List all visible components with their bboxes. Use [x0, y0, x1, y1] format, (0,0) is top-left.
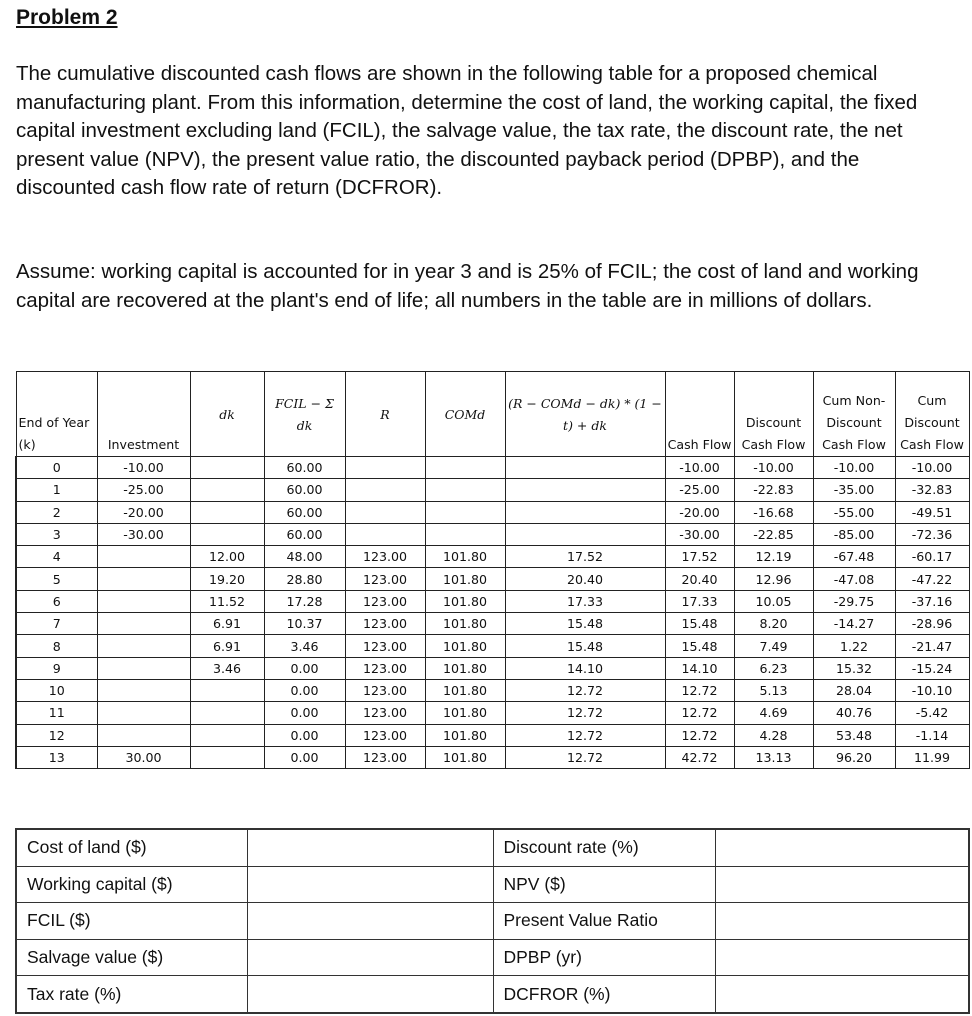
cell-com: 101.80 [425, 724, 505, 746]
cell-dk [190, 501, 264, 523]
cell-fci-minus-sum-dk: 60.00 [264, 523, 345, 545]
answer-input-cell[interactable] [715, 976, 969, 1013]
cell-com: 101.80 [425, 702, 505, 724]
answer-label: Working capital ($) [16, 866, 247, 903]
cell-investment: -25.00 [97, 479, 190, 501]
answer-row [16, 976, 969, 1013]
table-row [16, 501, 969, 523]
answer-input-cell[interactable] [247, 866, 493, 903]
cell-cum-non-discount: -10.00 [813, 457, 895, 479]
cell-cum-discount: -28.96 [895, 613, 969, 635]
cell-investment: -10.00 [97, 457, 190, 479]
cell-discount-cash-flow: -22.83 [734, 479, 813, 501]
cell-cum-discount: -49.51 [895, 501, 969, 523]
cash-flow-table [15, 371, 970, 769]
cell-discount-cash-flow: -22.85 [734, 523, 813, 545]
cell-aftertax [505, 501, 665, 523]
cell-cum-non-discount: -47.08 [813, 568, 895, 590]
cell-revenue [345, 501, 425, 523]
cell-cash-flow: 17.52 [665, 546, 734, 568]
problem-title: Problem 2 [16, 6, 118, 29]
cell-cash-flow: 14.10 [665, 657, 734, 679]
cell-fci-minus-sum-dk: 0.00 [264, 702, 345, 724]
cell-fci-minus-sum-dk: 10.37 [264, 613, 345, 635]
cell-investment [97, 590, 190, 612]
cell-investment: 30.00 [97, 746, 190, 768]
answer-label: Cost of land ($) [16, 829, 247, 866]
cell-dk [190, 746, 264, 768]
cell-cash-flow: 12.72 [665, 702, 734, 724]
cell-dk: 6.91 [190, 613, 264, 635]
cell-cash-flow: -10.00 [665, 457, 734, 479]
header-cum-non-discount: Cum Non-Discount Cash Flow [813, 372, 895, 457]
cell-cum-non-discount: 15.32 [813, 657, 895, 679]
cell-investment [97, 613, 190, 635]
cell-investment [97, 635, 190, 657]
cell-fci-minus-sum-dk: 0.00 [264, 724, 345, 746]
cell-com [425, 457, 505, 479]
answer-input-cell[interactable] [715, 829, 969, 866]
cell-cash-flow: 12.72 [665, 679, 734, 701]
cell-aftertax: 17.52 [505, 546, 665, 568]
cell-revenue: 123.00 [345, 590, 425, 612]
cell-dk [190, 457, 264, 479]
cell-discount-cash-flow: 12.96 [734, 568, 813, 590]
cell-investment: -30.00 [97, 523, 190, 545]
cell-fci-minus-sum-dk: 28.80 [264, 568, 345, 590]
cell-dk [190, 702, 264, 724]
answer-input-cell[interactable] [247, 829, 493, 866]
cell-dk: 12.00 [190, 546, 264, 568]
answer-input-cell[interactable] [247, 976, 493, 1013]
cell-year: 11 [16, 702, 97, 724]
cell-cash-flow: 17.33 [665, 590, 734, 612]
cell-revenue: 123.00 [345, 613, 425, 635]
header-r: R [345, 372, 425, 457]
cell-dk [190, 523, 264, 545]
answer-row [16, 866, 969, 903]
cell-discount-cash-flow: 5.13 [734, 679, 813, 701]
answer-table [15, 828, 970, 1014]
cell-fci-minus-sum-dk: 60.00 [264, 479, 345, 501]
answer-label: Discount rate (%) [493, 829, 715, 866]
cell-fci-minus-sum-dk: 17.28 [264, 590, 345, 612]
header-aftertax-formula: (R − COMd − dk) * (1 − t) + dk [505, 372, 665, 457]
cell-aftertax: 12.72 [505, 702, 665, 724]
cell-year: 2 [16, 501, 97, 523]
table-row [16, 523, 969, 545]
cell-aftertax: 15.48 [505, 635, 665, 657]
cell-fci-minus-sum-dk: 0.00 [264, 657, 345, 679]
cell-revenue: 123.00 [345, 635, 425, 657]
cell-dk: 19.20 [190, 568, 264, 590]
cell-investment [97, 568, 190, 590]
cell-aftertax [505, 457, 665, 479]
header-com: COMd [425, 372, 505, 457]
cell-fci-minus-sum-dk: 60.00 [264, 501, 345, 523]
assumption-text: Assume: working capital is accounted for in year 3 and is 25% of FCIL; the cost of land and working capital are recovered at the plant's end of life; all numbers in the table are in millions of dollars. [16, 260, 919, 312]
table-row [16, 479, 969, 501]
cell-dk [190, 724, 264, 746]
cell-cum-non-discount: 28.04 [813, 679, 895, 701]
cell-fci-minus-sum-dk: 3.46 [264, 635, 345, 657]
cell-dk: 3.46 [190, 657, 264, 679]
table-body [16, 457, 969, 769]
cell-year: 1 [16, 479, 97, 501]
answer-label: Present Value Ratio [493, 903, 715, 940]
cell-year: 6 [16, 590, 97, 612]
table-row [16, 613, 969, 635]
cell-investment [97, 679, 190, 701]
cell-year: 7 [16, 613, 97, 635]
cell-com: 101.80 [425, 679, 505, 701]
cell-cash-flow: 15.48 [665, 635, 734, 657]
cell-discount-cash-flow: 6.23 [734, 657, 813, 679]
answer-label: NPV ($) [493, 866, 715, 903]
table-row [16, 568, 969, 590]
header-cash-flow: Cash Flow [665, 372, 734, 457]
cell-discount-cash-flow: 4.28 [734, 724, 813, 746]
cell-dk: 6.91 [190, 635, 264, 657]
cell-fci-minus-sum-dk: 60.00 [264, 457, 345, 479]
cell-cum-non-discount: -29.75 [813, 590, 895, 612]
cell-discount-cash-flow: 10.05 [734, 590, 813, 612]
problem-statement: The cumulative discounted cash flows are shown in the following table for a proposed chemical manufacturing plant. From this information, determine the cost of land, the working capital, the fixed capital investment excluding land (FCIL), the salvage value, the tax rate, the discount rate, the net present value (NPV), the present value ratio, the discounted payback period (DPBP), and the discounted cash flow rate of return (DCFROR). [16, 62, 918, 199]
header-discount-cash-flow: Discount Cash Flow [734, 372, 813, 457]
cell-cash-flow: 20.40 [665, 568, 734, 590]
cell-discount-cash-flow: -16.68 [734, 501, 813, 523]
cell-year: 10 [16, 679, 97, 701]
header-year: End of Year (k) [16, 372, 97, 457]
cell-aftertax [505, 523, 665, 545]
header-fci: FCIL − Σ dk [264, 372, 345, 457]
cell-aftertax: 14.10 [505, 657, 665, 679]
cell-investment [97, 702, 190, 724]
cell-aftertax: 12.72 [505, 746, 665, 768]
answer-label: Tax rate (%) [16, 976, 247, 1013]
cell-cum-non-discount: -55.00 [813, 501, 895, 523]
table-row [16, 746, 969, 768]
cell-cash-flow: -25.00 [665, 479, 734, 501]
answer-input-cell[interactable] [247, 939, 493, 976]
cell-revenue [345, 479, 425, 501]
cell-discount-cash-flow: 4.69 [734, 702, 813, 724]
answer-label: Salvage value ($) [16, 939, 247, 976]
answer-row [16, 939, 969, 976]
cell-cum-non-discount: -35.00 [813, 479, 895, 501]
cell-revenue: 123.00 [345, 746, 425, 768]
cell-revenue [345, 523, 425, 545]
cell-cum-non-discount: 40.76 [813, 702, 895, 724]
table-row [16, 702, 969, 724]
cell-revenue [345, 457, 425, 479]
answer-row [16, 903, 969, 940]
cell-revenue: 123.00 [345, 702, 425, 724]
cell-fci-minus-sum-dk: 48.00 [264, 546, 345, 568]
cell-cash-flow: 12.72 [665, 724, 734, 746]
cell-cash-flow: 15.48 [665, 613, 734, 635]
table-row [16, 635, 969, 657]
cell-cum-discount: -47.22 [895, 568, 969, 590]
cell-aftertax: 12.72 [505, 724, 665, 746]
table-header-row [16, 372, 969, 457]
answer-input-cell[interactable] [715, 866, 969, 903]
cell-com [425, 501, 505, 523]
cell-year: 0 [16, 457, 97, 479]
cell-cum-discount: 11.99 [895, 746, 969, 768]
cell-revenue: 123.00 [345, 724, 425, 746]
cell-year: 5 [16, 568, 97, 590]
header-cum-discount: Cum Discount Cash Flow [895, 372, 969, 457]
cell-revenue: 123.00 [345, 568, 425, 590]
cell-cum-discount: -10.00 [895, 457, 969, 479]
cell-cum-discount: -72.36 [895, 523, 969, 545]
cell-discount-cash-flow: 13.13 [734, 746, 813, 768]
cell-cum-non-discount: -67.48 [813, 546, 895, 568]
cell-aftertax: 15.48 [505, 613, 665, 635]
cell-com: 101.80 [425, 635, 505, 657]
answer-label: DCFROR (%) [493, 976, 715, 1013]
cell-cum-non-discount: -85.00 [813, 523, 895, 545]
cell-discount-cash-flow: -10.00 [734, 457, 813, 479]
answer-row [16, 829, 969, 866]
table-row [16, 457, 969, 479]
cell-fci-minus-sum-dk: 0.00 [264, 746, 345, 768]
cell-revenue: 123.00 [345, 679, 425, 701]
cell-year: 12 [16, 724, 97, 746]
cell-discount-cash-flow: 7.49 [734, 635, 813, 657]
cell-com: 101.80 [425, 546, 505, 568]
cell-cum-discount: -37.16 [895, 590, 969, 612]
cell-year: 13 [16, 746, 97, 768]
cell-dk: 11.52 [190, 590, 264, 612]
table-row [16, 679, 969, 701]
cell-com: 101.80 [425, 746, 505, 768]
cell-com [425, 523, 505, 545]
cell-discount-cash-flow: 8.20 [734, 613, 813, 635]
answer-input-cell[interactable] [247, 903, 493, 940]
answer-input-cell[interactable] [715, 939, 969, 976]
cell-cum-discount: -10.10 [895, 679, 969, 701]
cell-investment [97, 657, 190, 679]
answer-label: DPBP (yr) [493, 939, 715, 976]
cell-cum-discount: -21.47 [895, 635, 969, 657]
cell-cash-flow: -30.00 [665, 523, 734, 545]
cell-cash-flow: 42.72 [665, 746, 734, 768]
table-row [16, 546, 969, 568]
cell-revenue: 123.00 [345, 657, 425, 679]
cell-year: 8 [16, 635, 97, 657]
cell-investment [97, 546, 190, 568]
cell-fci-minus-sum-dk: 0.00 [264, 679, 345, 701]
cell-com: 101.80 [425, 613, 505, 635]
header-dk: dk [190, 372, 264, 457]
cell-discount-cash-flow: 12.19 [734, 546, 813, 568]
cell-aftertax: 20.40 [505, 568, 665, 590]
cell-cum-non-discount: 96.20 [813, 746, 895, 768]
cell-com [425, 479, 505, 501]
answer-label: FCIL ($) [16, 903, 247, 940]
cell-cum-non-discount: 53.48 [813, 724, 895, 746]
cell-cash-flow: -20.00 [665, 501, 734, 523]
answer-input-cell[interactable] [715, 903, 969, 940]
cell-revenue: 123.00 [345, 546, 425, 568]
table-row [16, 657, 969, 679]
cell-com: 101.80 [425, 568, 505, 590]
cell-com: 101.80 [425, 657, 505, 679]
cell-com: 101.80 [425, 590, 505, 612]
cell-investment: -20.00 [97, 501, 190, 523]
cell-aftertax [505, 479, 665, 501]
cell-cum-discount: -32.83 [895, 479, 969, 501]
header-investment: Investment [97, 372, 190, 457]
cell-cum-discount: -15.24 [895, 657, 969, 679]
cell-cum-non-discount: -14.27 [813, 613, 895, 635]
cell-cum-non-discount: 1.22 [813, 635, 895, 657]
cell-year: 9 [16, 657, 97, 679]
table-row [16, 590, 969, 612]
cell-investment [97, 724, 190, 746]
cell-year: 4 [16, 546, 97, 568]
cell-aftertax: 17.33 [505, 590, 665, 612]
cell-cum-discount: -1.14 [895, 724, 969, 746]
cell-dk [190, 479, 264, 501]
table-row [16, 724, 969, 746]
cell-year: 3 [16, 523, 97, 545]
cell-cum-discount: -5.42 [895, 702, 969, 724]
cell-dk [190, 679, 264, 701]
cell-cum-discount: -60.17 [895, 546, 969, 568]
cell-aftertax: 12.72 [505, 679, 665, 701]
